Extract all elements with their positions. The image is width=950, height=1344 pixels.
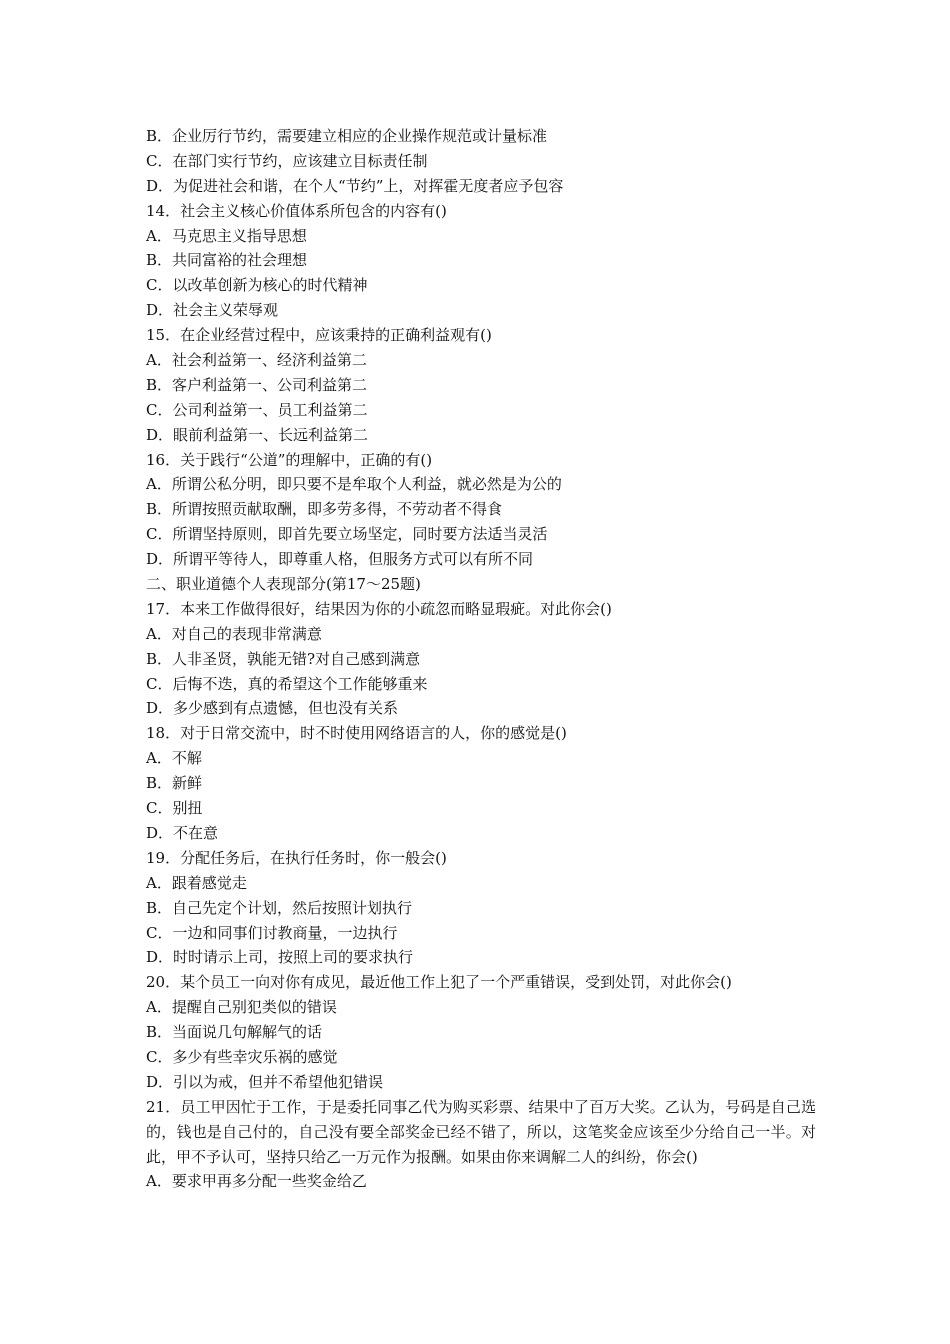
text-line: C．以改革创新为核心的时代精神 xyxy=(146,276,368,295)
text-line: 二、职业道德个人表现部分(第17～25题) xyxy=(146,575,421,594)
text-line: 16．关于践行“公道”的理解中，正确的有() xyxy=(146,450,433,469)
text-line: D．为促进社会和谐，在个人“节约”上，对挥霍无度者应予包容 xyxy=(146,176,564,195)
question-lines xyxy=(146,124,816,1095)
text-line: D．不在意 xyxy=(146,823,219,842)
text-line: C．别扭 xyxy=(146,799,203,818)
text-line: A．不解 xyxy=(146,749,202,768)
document-page xyxy=(146,124,816,1194)
text-line: C．多少有些幸灾乐祸的感觉 xyxy=(146,1047,338,1066)
text-line: B．共同富裕的社会理想 xyxy=(146,251,308,270)
text-line: D．时时请示上司，按照上司的要求执行 xyxy=(146,948,414,967)
option-21-a: A．要求甲再多分配一些奖金给乙 xyxy=(146,1172,367,1191)
text-line: 15．在企业经营过程中，应该秉持的正确利益观有() xyxy=(146,326,492,345)
text-line: B．人非圣贤，孰能无错?对自己感到满意 xyxy=(146,649,421,668)
text-line: C．一边和同事们讨教商量，一边执行 xyxy=(146,923,398,942)
text-line: B．所谓按照贡献取酬，即多劳多得，不劳动者不得食 xyxy=(146,500,503,519)
text-line: A．所谓公私分明，即只要不是牟取个人利益，就必然是为公的 xyxy=(146,475,562,494)
text-line: A．社会利益第一、经济利益第二 xyxy=(146,351,367,370)
text-line: C．后悔不迭，真的希望这个工作能够重来 xyxy=(146,674,428,693)
text-line: A．对自己的表现非常满意 xyxy=(146,624,322,643)
text-line: B．新鲜 xyxy=(146,774,203,793)
text-line: B．自己先定个计划，然后按照计划执行 xyxy=(146,898,413,917)
text-line: D．引以为戒，但并不希望他犯错误 xyxy=(146,1072,384,1091)
text-line: C．所谓坚持原则，即首先要立场坚定，同时要方法适当灵活 xyxy=(146,525,548,544)
text-line: C．公司利益第一、员工利益第二 xyxy=(146,400,368,419)
text-line: B．企业厉行节约，需要建立相应的企业操作规范或计量标准 xyxy=(146,127,548,145)
text-line: 18．对于日常交流中，时不时使用网络语言的人，你的感觉是() xyxy=(146,724,567,743)
text-line: B．客户利益第一、公司利益第二 xyxy=(146,375,368,394)
text-line: D．社会主义荣辱观 xyxy=(146,301,279,320)
text-line: 19．分配任务后，在执行任务时，你一般会() xyxy=(146,848,447,867)
question-21: 21．员工甲因忙于工作，于是委托同事乙代为购买彩票、结果中了百万大奖。乙认为，号码是自己选的，钱也是自己付的，自己没有要全部奖金已经不错了，所以，这笔奖金应该至少分给自己一半。对此，甲不予认可，坚持只给乙一万元作为报酬。如果由你来调解二人的纠纷，你会() xyxy=(146,1097,816,1166)
text-line: A．马克思主义指导思想 xyxy=(146,226,307,245)
text-line: 14．社会主义核心价值体系所包含的内容有() xyxy=(146,201,447,220)
text-line: D．眼前利益第一、长远利益第二 xyxy=(146,425,369,444)
text-line: A．提醒自己别犯类似的错误 xyxy=(146,998,337,1017)
text-line: C．在部门实行节约，应该建立目标责任制 xyxy=(146,151,428,170)
text-line: D．多少感到有点遗憾，但也没有关系 xyxy=(146,699,399,718)
text-line: D．所谓平等待人，即尊重人格，但服务方式可以有所不同 xyxy=(146,550,534,569)
text-line: 17．本来工作做得很好，结果因为你的小疏忽而略显瑕疵。对此你会() xyxy=(146,599,612,618)
text-line: B．当面说几句解解气的话 xyxy=(146,1023,323,1042)
text-line: 20．某个员工一向对你有成见，最近他工作上犯了一个严重错误，受到处罚，对此你会() xyxy=(146,973,732,992)
text-line: A．跟着感觉走 xyxy=(146,873,247,892)
